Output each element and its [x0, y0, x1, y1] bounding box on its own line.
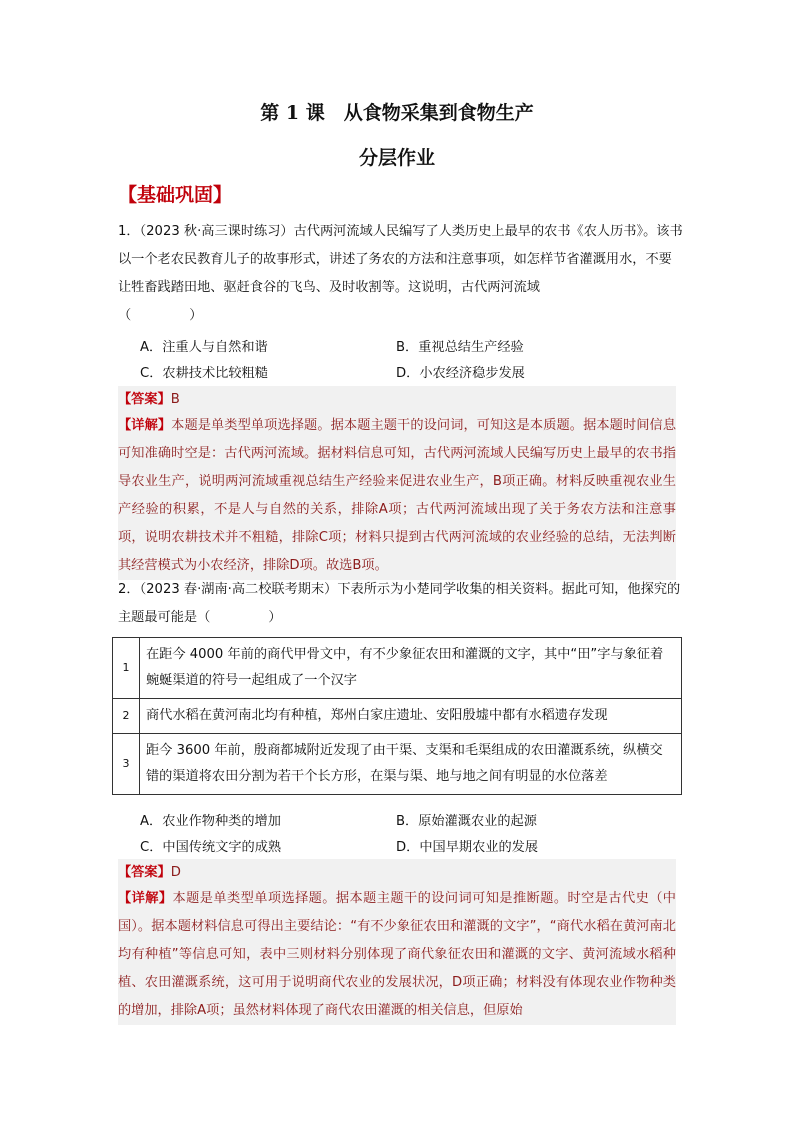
answer-value: B: [170, 392, 180, 407]
answer-tag: 【答案】: [118, 865, 171, 880]
question-2-paren-close: ）: [268, 610, 282, 625]
material-table: [112, 637, 682, 795]
question-1-text: 1．（2023 秋·高三课时练习）古代两河流域人民编写了人类历史上最早的农书《农人历书》。该书以一个老农民教育儿子的故事形式，讲述了务农的方法和注意事项，如怎样节省灌溉用水，不要让牲畜践踏田地、驱赶食谷的飞鸟、及时收割等。这说明，古代两河流域: [118, 224, 683, 295]
table-row: [113, 638, 682, 699]
question-1-option-d: D．小农经济稳步发展: [396, 366, 525, 381]
question-1-option-a: A．注重人与自然和谐: [140, 340, 268, 355]
row-text: 在距今 4000 年前的商代甲骨文中，有不少象征农田和灌溉的文字，其中“田”字与象征着蜿蜒渠道的符号一起组成了一个汉字: [140, 638, 682, 699]
question-1-stem: [118, 218, 684, 330]
question-1-paren-close: ）: [189, 308, 203, 323]
section-title: 【基础巩固】: [118, 184, 233, 206]
answer-value: D: [170, 865, 181, 880]
question-1-explanation: [118, 412, 676, 580]
question-2-option-b: B．原始灌溉农业的起源: [396, 814, 537, 829]
row-number: 1: [113, 638, 140, 699]
row-text: 商代水稻在黄河南北均有种植，郑州白家庄遗址、安阳殷墟中都有水稻遗存发现: [140, 699, 682, 734]
row-text: 距今 3600 年前，殷商都城附近发现了由干渠、支渠和毛渠组成的农田灌溉系统，纵横交错的渠道将农田分割为若干个长方形，在渠与渠、地与地之间有明显的水位落差: [140, 734, 682, 795]
table-row: [113, 734, 682, 795]
question-2-text: 2．（2023 春·湖南·高二校联考期末）下表所示为小楚同学收集的相关资料。据此可知，他探究的主题最可能是（: [118, 582, 681, 625]
explain-text: 本题是单类型单项选择题。据本题主题干的设问词可知是推断题。时空是古代史（中国）。据本题材料信息可得出主要结论：“有不少象征农田和灌溉的文字”，“商代水稻在黄河南北均有种植”等信息可知，表中三则材料分别体现了商代象征农田和灌溉的文字、黄河流域水稻种植、农田灌溉系统，这可用于说明商代农业的发展状况，D项正确；材料没有体现农业作物种类的增加，排除A项；虽然材料体现了商代农田灌溉的相关信息，但原始: [118, 891, 676, 1018]
question-1-paren-open: （: [118, 308, 132, 323]
row-number: 2: [113, 699, 140, 734]
question-1-option-c: C．农耕技术比较粗糙: [140, 366, 268, 381]
lesson-subtitle: 分层作业: [358, 147, 435, 169]
question-2-option-c: C．中国传统文字的成熟: [140, 840, 282, 855]
explain-tag: 【详解】: [118, 891, 173, 906]
question-2-stem: [118, 576, 684, 632]
lesson-title: 第 1 课 从食物采集到食物生产: [260, 102, 534, 124]
question-2-option-a: A．农业作物种类的增加: [140, 814, 281, 829]
question-2-option-d: D．中国早期农业的发展: [396, 840, 539, 855]
question-1-answer: [118, 386, 676, 414]
explain-tag: 【详解】: [118, 418, 172, 433]
answer-tag: 【答案】: [118, 392, 171, 407]
row-number: 3: [113, 734, 140, 795]
question-1-option-b: B．重视总结生产经验: [396, 340, 524, 355]
question-2-answer: [118, 859, 676, 887]
explain-text: 本题是单类型单项选择题。据本题主题干的设问词，可知这是本质题。据本题时间信息可知准确时空是：古代两河流域。据材料信息可知，古代两河流域人民编写历史上最早的农书指导农业生产，说明两河流域重视总结生产经验来促进农业生产，B项正确。材料反映重视农业生产经验的积累，不是人与自然的关系，排除A项；古代两河流域出现了关于务农方法和注意事项，说明农耕技术并不粗糙，排除C项；材料只提到古代两河流域的农业经验的总结，无法判断其经营模式为小农经济，排除D项。故选B项。: [118, 418, 677, 573]
question-2-explanation: [118, 885, 676, 1025]
table-row: [113, 699, 682, 734]
